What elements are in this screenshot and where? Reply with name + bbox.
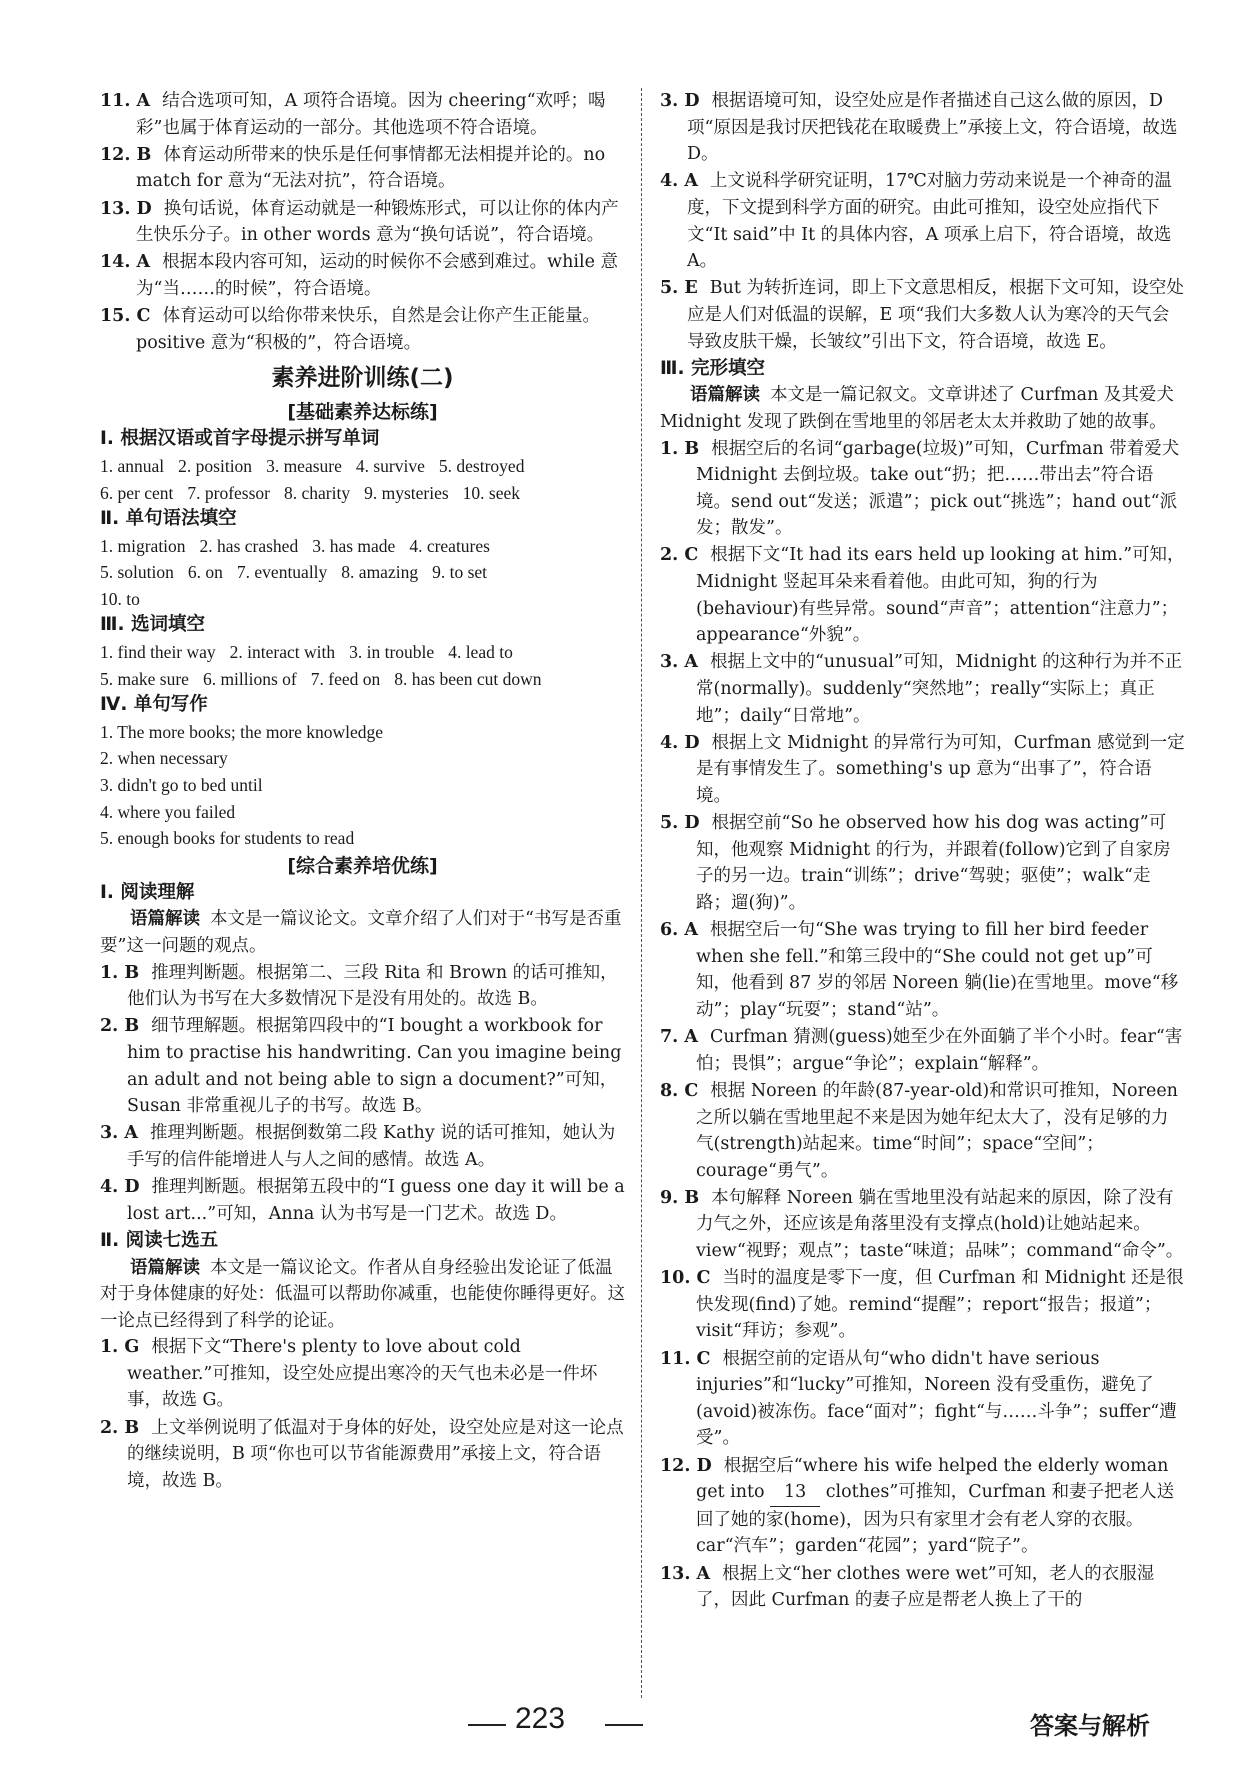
answer-text: 根据空前“So he observed how his dog was acting”可知，他观察 Midnight 的行为，并跟着(follow)它到了自家房子的另一边。train“训练”；drive“驾驶；驱使”；walk“走路；遛(狗)”。 [696, 813, 1171, 913]
comprehensive-practice-header: [综合素养培优练] [287, 854, 438, 877]
answer-item: 4. creatures [409, 535, 490, 556]
answer-item: 9. mysteries [364, 482, 449, 503]
answer-number: 14. A [100, 252, 151, 273]
answer-number: 2. B [100, 1417, 140, 1438]
seven-choose-five-intro-key: 语篇解读 [130, 1257, 200, 1278]
answer-text: 根据上文 Midnight 的异常行为可知，Curfman 感觉到一定是有事情发生了。something's up 意为“出事了”，符合语境。 [696, 732, 1185, 806]
answer-number: 13. A [660, 1563, 711, 1584]
answer-number: 1. G [100, 1337, 140, 1358]
grammar-row [100, 533, 625, 560]
footer-label: 答案与解析 [1030, 1712, 1150, 1740]
answer-text: 细节理解题。根据第四段中的“I bought a workbook for him to practise his handwriting. Can you imagine being an adult and not being able to sign a document?”可知，Susan 非常重视儿子的书写。故选 B。 [127, 1016, 622, 1117]
answer-item: 7. feed on [310, 668, 381, 689]
answer-number: 3. A [100, 1123, 138, 1144]
answer-number: 15. C [100, 306, 151, 327]
answer-text: 根据语境可知，设空处应是作者描述自己这么做的原因，D 项“原因是我讨厌把钱花在取暖费上”承接上文，符合语境，故选 D。 [687, 91, 1178, 165]
answer-item: 8. has been cut down [394, 668, 542, 689]
reading-intro-key: 语篇解读 [130, 909, 200, 930]
answer-number: 1. B [660, 438, 700, 459]
word-choice-answers [100, 639, 625, 692]
word-choice-row [100, 639, 625, 666]
answer-text: 推理判断题。根据倒数第二段 Kathy 说的话可推知，她认为手写的信件能增进人与人之间的感情。故选 A。 [127, 1123, 616, 1170]
right-top-entries [660, 88, 1185, 355]
word-choice-row [100, 666, 625, 693]
answer-number: 4. D [100, 1177, 140, 1198]
answer-item: 1. find their way [100, 642, 216, 663]
answer-text: 结合选项可知，A 项符合语境。因为 cheering“欢呼；喝彩”也属于体育运动的一部分。其他选项不符合语境。 [136, 91, 606, 138]
answer-item: 7. eventually [236, 562, 328, 583]
sentence-writing-section-title: Ⅳ. 单句写作 [100, 694, 208, 716]
answer-item: 8. charity [284, 482, 351, 503]
answer-number: 12. D [660, 1455, 712, 1476]
answer-item: 2. position [178, 455, 253, 476]
answer-number: 13. D [100, 198, 152, 219]
page-number: 223 [515, 1702, 566, 1735]
answer-text: 当时的温度是零下一度，但 Curfman 和 Midnight 还是很快发现(find)了她。remind“提醒”；report“报告；报道”；visit“拜访；参观”。 [696, 1268, 1184, 1342]
answer-item: 3. has made [312, 535, 396, 556]
left-column [100, 88, 625, 1495]
cloze-answer-3 [660, 649, 1185, 729]
answer-item: 1. migration [100, 535, 186, 556]
word-choice-section-title: Ⅲ. 选词填空 [100, 614, 205, 636]
left-answer-3 [100, 196, 625, 249]
cloze-answer-12 [660, 1453, 1185, 1560]
reading-section-title: Ⅰ. 阅读理解 [100, 881, 195, 903]
reading-answer-1 [100, 960, 625, 1013]
answer-item: 5. solution [100, 562, 174, 583]
footer-dash-left [468, 1724, 506, 1726]
answer-item: 5. destroyed [438, 455, 525, 476]
answer-text: 根据 Noreen 的年龄(87-year-old)和常识可推知，Noreen 之所以躺在雪地里起不来是因为她年纪太大了，没有足够的力气(strength)站起来。time“时间”；space“空间”；courage“勇气”。 [696, 1080, 1178, 1181]
answer-text: Curfman 猜测(guess)她至少在外面躺了半个小时。fear“害怕；畏惧”；argue“争论”；explain“解释”。 [696, 1027, 1183, 1074]
answer-number: 1. B [100, 962, 140, 983]
reading-answer-2 [100, 1013, 625, 1119]
answer-number: 9. B [660, 1187, 700, 1208]
cloze-answer-1 [660, 436, 1185, 542]
answer-number: 2. B [100, 1016, 140, 1037]
cloze-intro [660, 382, 1185, 435]
sentence-writing-line: 4. where you failed [100, 801, 236, 822]
seven-choose-five-intro [100, 1255, 625, 1335]
answer-item: 4. survive [355, 455, 425, 476]
answer-number: 5. D [660, 813, 700, 834]
cloze-answer-2 [660, 542, 1185, 648]
right-column [660, 88, 1185, 1614]
sentence-writing-line: 2. when necessary [100, 748, 228, 769]
left-answer-1 [100, 88, 625, 141]
answer-item: 6. per cent [100, 482, 174, 503]
left-answer-2 [100, 142, 625, 195]
answer-number: 5. E [660, 278, 698, 299]
cloze-answer-6 [660, 917, 1185, 1023]
answer-item: 3. in trouble [349, 642, 435, 663]
answer-number: 11. A [100, 91, 151, 111]
spelling-answers [100, 453, 625, 506]
answer-text: 根据下文“It had its ears held up looking at him.”可知，Midnight 竖起耳朵来看着他。由此可知，狗的行为(behaviour)有些异常。sound“声音”；attention“注意力”；appearance“外貌”。 [696, 545, 1185, 646]
answer-number: 3. A [660, 652, 698, 673]
answer-number: 7. A [660, 1027, 698, 1048]
answer-text: 根据本段内容可知，运动的时候你不会感到难过。while 意为“当……的时候”，符合语境。 [136, 252, 618, 299]
reading-answer-4 [100, 1174, 625, 1227]
left-top-entries [100, 88, 625, 356]
answer-item: 4. lead to [448, 642, 513, 663]
answer-text: 根据上文中的“unusual”可知，Midnight 的这种行为并不正常(normally)。suddenly“突然地”；really“实际上；真正地”；daily“日常地”。 [696, 652, 1183, 726]
answer-item: 3. measure [266, 455, 342, 476]
cloze-intro-key: 语篇解读 [690, 385, 760, 406]
left-answer-4 [100, 249, 625, 302]
answer-item: 6. millions of [202, 668, 297, 689]
sentence-writing-line: 1. The more books; the more knowledge [100, 721, 384, 742]
answer-number: 12. B [100, 144, 152, 165]
footer-dash-right [605, 1724, 643, 1726]
seven-choose-five-intro-text: 本文是一篇议论文。作者从自身经验出发论证了低温对于身体健康的好处：低温可以帮助你减重，也能使你睡得更好。这一论点已经得到了科学的论证。 [100, 1257, 625, 1331]
answer-item: 7. professor [187, 482, 270, 503]
sentence-writing-answers [100, 719, 625, 852]
answer-number: 6. A [660, 920, 698, 941]
left-answer-5 [100, 303, 625, 356]
cloze-answer-10 [660, 1265, 1185, 1345]
cloze-answer-13 [660, 1561, 1185, 1614]
basic-practice-header: [基础素养达标练] [287, 401, 438, 424]
answer-text: 推理判断题。根据第二、三段 Rita 和 Brown 的话可推知，他们认为书写在大多数情况下是没有用处的。故选 B。 [127, 962, 618, 1010]
answer-item: 10. seek [462, 482, 521, 503]
answer-text: 根据空后一句“She was trying to fill her bird feeder when she fell.”和第三段中的“She could not get up”可知，他看到 87 岁的邻居 Noreen 躺(lie)在雪地里。move“移动”；play“玩耍”；stand“站”。 [696, 920, 1179, 1020]
reading-answer-3 [100, 1120, 625, 1173]
spelling-row [100, 480, 625, 507]
sentence-writing-line: 5. enough books for students to read [100, 828, 355, 849]
answer-number: 11. C [660, 1348, 711, 1369]
answer-number: 8. C [660, 1080, 699, 1101]
right-answer-1 [660, 88, 1185, 168]
answer-text: 根据空后的名词“garbage(垃圾)”可知，Curfman 带着爱犬 Midnight 去倒垃圾。take out“扔；把……带出去”符合语境。send out“发送；派遣”；pick out“挑选”；hand out“派发；散发”。 [696, 438, 1180, 539]
answer-text: 根据空前的定语从句“who didn't have serious injuries”和“lucky”可推知，Noreen 没有受重伤，避免了(avoid)被冻伤。face“面对”；fight“与……斗争”；suffer“遭受”。 [696, 1348, 1177, 1449]
cloze-answer-4 [660, 730, 1185, 810]
column-divider [641, 88, 642, 1698]
reading-answers [100, 960, 625, 1228]
right-answer-3 [660, 275, 1185, 355]
seven-choose-five-answer-2 [100, 1415, 625, 1495]
answer-item: 2. has crashed [199, 535, 299, 556]
seven-choose-five-answer-1 [100, 1334, 625, 1414]
grammar-row [100, 559, 625, 586]
grammar-row [100, 586, 625, 613]
grammar-section-title: Ⅱ. 单句语法填空 [100, 508, 237, 530]
cloze-answer-7 [660, 1024, 1185, 1077]
cloze-answer-5 [660, 810, 1185, 916]
answer-text: But 为转折连词，即上下文意思相反，根据下文可知，设空处应是人们对低温的误解，E 项“我们大多数人认为寒冷的天气会导致皮肤干燥，长皱纹”引出下文，符合语境，故选 E。 [687, 278, 1184, 352]
answer-item: 1. annual [100, 455, 165, 476]
answer-item: 8. amazing [341, 562, 419, 583]
grammar-answers [100, 533, 625, 613]
cloze-answer-11 [660, 1346, 1185, 1452]
cloze-answers [660, 436, 1185, 1453]
seven-choose-five-answers [100, 1334, 625, 1494]
cloze-section-title: Ⅲ. 完形填空 [660, 357, 765, 379]
cloze-intro-text: 本文是一篇记叙文。文章讲述了 Curfman 及其爱犬 Midnight 发现了跌倒在雪地里的邻居老太太并救助了她的故事。 [660, 385, 1174, 432]
sentence-writing-line: 3. didn't go to bed until [100, 775, 263, 796]
reading-intro-text: 本文是一篇议论文。文章介绍了人们对于“书写是否重要”这一问题的观点。 [100, 909, 622, 956]
answer-text: 根据下文“There's plenty to love about cold weather.”可推知，设空处应提出寒冷的天气也未必是一件坏事，故选 G。 [127, 1337, 598, 1411]
answer-text: 本句解释 Noreen 躺在雪地里没有站起来的原因，除了没有力气之外，还应该是角落里没有支撑点(hold)让她站起来。view“视野；观点”；taste“味道；品味”；command“命令”。 [696, 1187, 1184, 1262]
answer-text: 换句话说，体育运动就是一种锻炼形式，可以让你的体内产生快乐分子。in other words 意为“换句话说”，符合语境。 [136, 198, 619, 246]
answer-item: 9. to set [432, 562, 488, 583]
answer-item: 10. to [100, 588, 140, 609]
cloze-answer-8 [660, 1078, 1185, 1184]
spelling-row [100, 453, 625, 480]
spelling-section-title: Ⅰ. 根据汉语或首字母提示拼写单词 [100, 428, 380, 450]
answer-text: 体育运动可以给你带来快乐，自然是会让你产生正能量。positive 意为“积极的”，符合语境。 [136, 306, 600, 353]
answer-number: 4. A [660, 171, 698, 192]
answer-text: 体育运动所带来的快乐是任何事情都无法相提并论的。no match for 意为“无法对抗”，符合语境。 [136, 144, 606, 192]
answer-item: 2. interact with [229, 642, 336, 663]
answer-number: 3. D [660, 91, 700, 111]
answer-text: 根据上文“her clothes were wet”可知，老人的衣服湿了，因此 Curfman 的妻子应是帮老人换上了干的 [696, 1563, 1155, 1611]
answer-text: 推理判断题。根据第五段中的“I guess one day it will be a lost art...”可知，Anna 认为书写是一门艺术。故选 D。 [127, 1177, 625, 1224]
answer-text: 根据空后“where his wife helped the elderly woman get into [696, 1455, 1169, 1503]
answer-number: 2. C [660, 545, 699, 566]
cloze-answer-9 [660, 1185, 1185, 1265]
answer-number: 4. D [660, 732, 700, 753]
answer-text: 上文说科学研究证明，17℃对脑力劳动来说是一个神奇的温度，下文提到科学方面的研究。由此可推知，设空处应指代下文“It said”中 It 的具体内容，A 项承上启下，符合语境，故选 A。 [687, 171, 1172, 272]
section-title: 素养进阶训练(二) [271, 365, 454, 392]
reading-intro [100, 906, 625, 959]
answer-number: 10. C [660, 1268, 711, 1289]
answer-text-cont: clothes”可推知，Curfman 和妻子把老人送回了她的家(home)，因为只有家里才会有老人穿的衣服。car“汽车”；garden“花园”；yard“院子”。 [696, 1482, 1175, 1557]
blank-13: 13 [770, 1479, 820, 1507]
answer-text: 上文举例说明了低温对于身体的好处，设空处应是对这一论点的继续说明，B 项“你也可以节省能源费用”承接上文，符合语境，故选 B。 [127, 1417, 624, 1491]
right-answer-2 [660, 168, 1185, 274]
seven-choose-five-title: Ⅱ. 阅读七选五 [100, 1229, 219, 1251]
answer-item: 5. make sure [100, 668, 189, 689]
answer-item: 6. on [187, 562, 223, 583]
